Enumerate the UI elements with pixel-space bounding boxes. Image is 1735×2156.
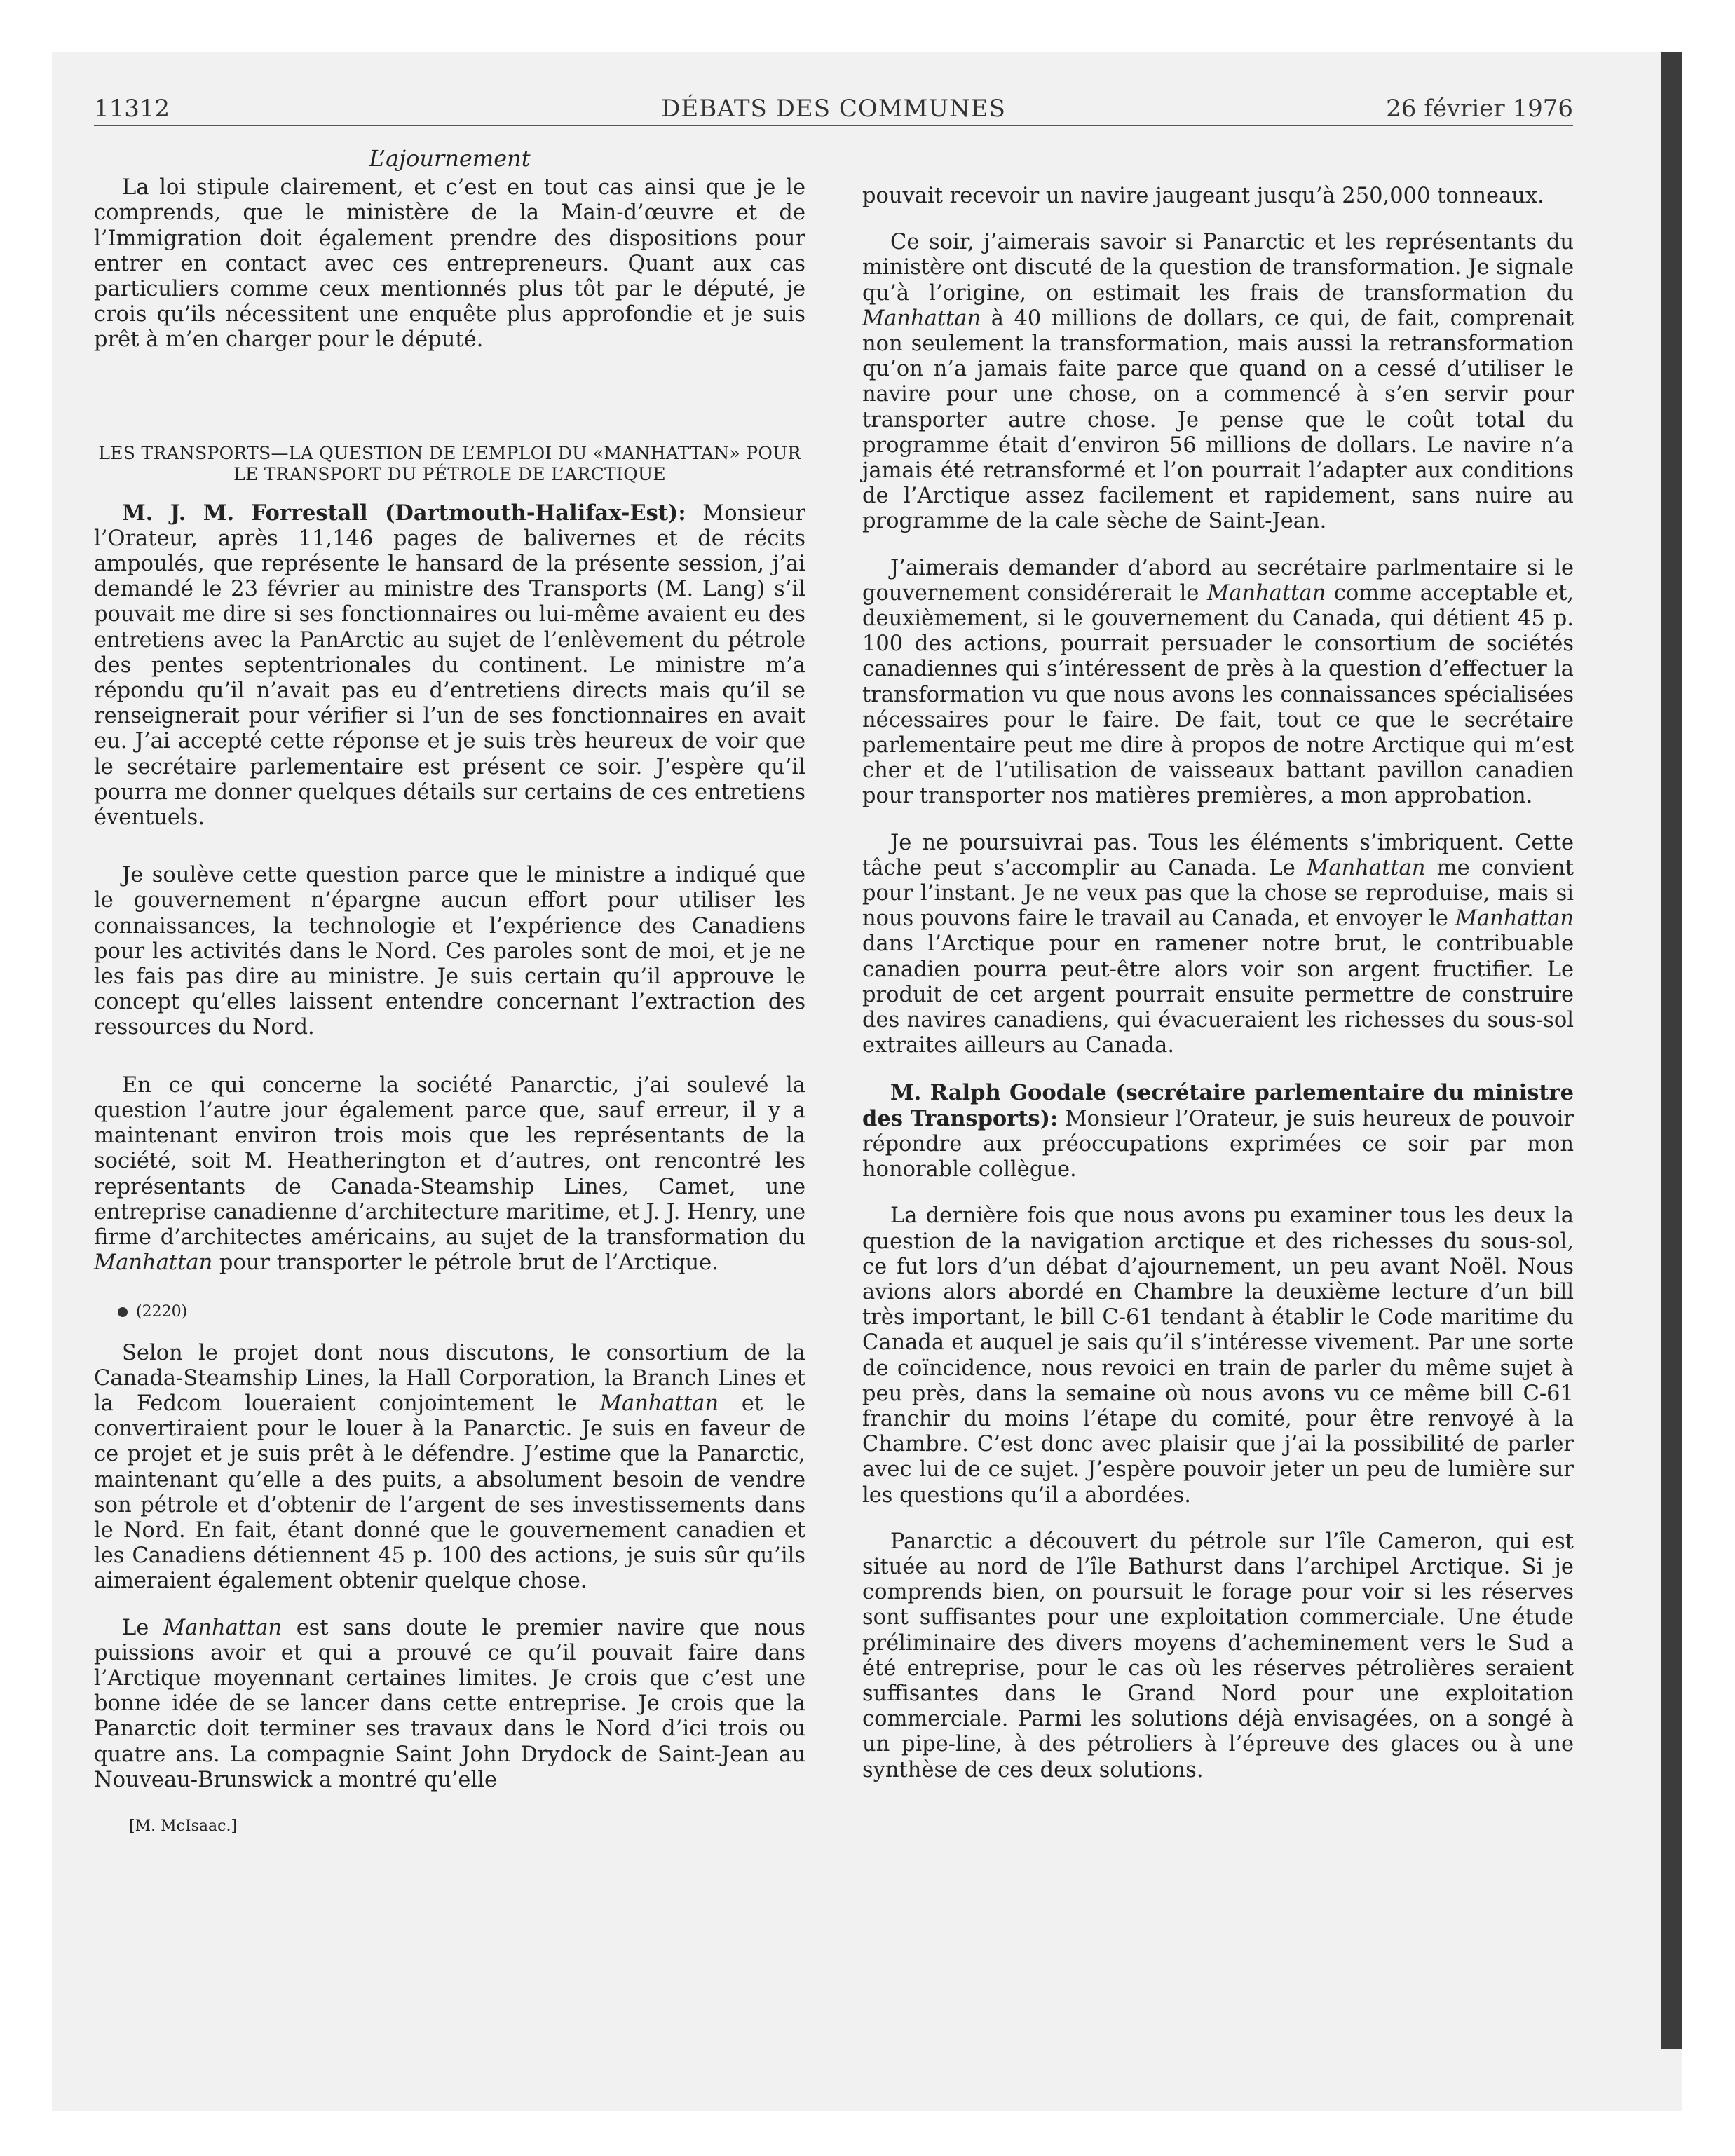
speech-text: Monsieur l’Orateur, après 11,146 pages de balivernes et de récits ampoulés, que représente le hansard de la présente session, j’ai demandé le 23 février au ministre des Transports (M. Lang) s’il pouvait me dire si ses fonctionnaires ou lui-même avaient eu des entretiens avec la PanArctic au sujet de l’enlèvement du pétrole des pentes septentrionales du continent. Le ministre m’a répondu qu’il n’avait pas eu d’entretiens directs mais qu’il se renseignerait pour vérifier si l’un de ses fonctionnaires en avait eu. J’ai accepté cette réponse et je suis très heureux de voir que le secrétaire parlementaire est présent ce soir. J’espère qu’il pourra me donner quelques détails sur certains de ces entretiens éventuels. xyxy=(94,500,805,831)
ship-name: Manhattan xyxy=(94,1250,213,1276)
text-run: Le xyxy=(122,1615,163,1640)
ship-name: Manhattan xyxy=(1206,580,1326,606)
text-run: comme acceptable et, deuxièmement, si le gouvernement du Canada, qui détient 45 p. 100 des actions, pourrait persuader le consortium de sociétés canadiennes qui s’intéressent de près à la question d’effectuer la transformation vu que nous avons les connaissances spécialisées nécessaires pour le faire. De fait, tout ce que le secrétaire parlementaire peut me dire à propos de notre Arctique qui m’est cher et de l’utilisation de vaisseaux battant pavillon canadien pour transporter nos matières premières, a mon approbation. xyxy=(862,580,1574,809)
paragraph xyxy=(862,831,1574,1059)
text-run: et le convertiraient pour le louer à la Panarctic. Je suis en faveur de ce projet et je suis prêt à le défendre. J’estime que la Panarctic, maintenant qu’elle a des puits, a absolument besoin de vendre son pétrole et d’obtenir de l’argent de ses investissements dans le Nord. En fait, étant donné que le gouvernement canadien et les Canadiens détiennent 45 p. 100 des actions, je suis sûr qu’ils aimeraient également obtenir quelque chose. xyxy=(94,1391,805,1594)
paragraph xyxy=(862,1080,1574,1183)
section-title: L’ajournement xyxy=(369,145,531,172)
time-marker xyxy=(118,1299,805,1325)
paragraph xyxy=(862,556,1574,810)
text-run: Selon le projet dont nous discutons, le consortium de la Canada-Steamship Lines, la Hall Corporation, la Branch Lines et la Fedcom loueraient conjointement le xyxy=(94,1340,805,1416)
text-run: me convient pour l’instant. Je ne veux pas que la chose se reproduise, mais si nous pouvons faire le travail au Canada, et envoyer le xyxy=(862,855,1574,932)
text-run: pour transporter le pétrole brut de l’Arctique. xyxy=(212,1250,719,1276)
speaker-name: M. Ralph Goodale (secrétaire parlementaire du ministre des Transports): xyxy=(862,1079,1574,1131)
ship-name: Manhattan xyxy=(163,1615,283,1640)
text-run: En ce qui concerne la société Panarctic, j’ai soulevé la question l’autre jour également parce que, sauf erreur, il y a maintenant environ trois mois que les représentants de la société, soit M. Heatherington et d’autres, ont rencontré les représentants de Canada-Steamship Lines, Camet, une entreprise canadienne d’architecture maritime, et J. J. Henry, une firme d’architectes américains, au sujet de la transformation du xyxy=(94,1072,805,1250)
paragraph: pouvait recevoir un navire jaugeant jusqu’à 250,000 tonneaux. xyxy=(862,184,1544,208)
page-header xyxy=(94,95,1573,123)
text-run: J’aimerais demander d’abord au secrétaire parlmentaire si le gouvernement considérerait le xyxy=(862,555,1574,606)
right-column xyxy=(862,184,1574,1804)
scan-edge-bar xyxy=(1661,52,1682,2049)
ship-name: Manhattan xyxy=(599,1391,719,1416)
speech-text: Monsieur l’Orateur, je suis heureux de pouvoir répondre aux préoccupations exprimées ce soir par mon honorable collègue. xyxy=(862,1106,1574,1182)
page-number: 11312 xyxy=(94,95,170,123)
bullet-dot xyxy=(118,1307,128,1317)
publication-title: DÉBATS DES COMMUNES xyxy=(661,95,1006,123)
text-run: Je ne poursuivrai pas. Tous les éléments s’imbriquent. Cette tâche peut s’accomplir au Canada. Le xyxy=(862,830,1574,880)
time-marker-label: (2220) xyxy=(136,1303,188,1321)
ship-name: Manhattan xyxy=(862,306,981,331)
paragraph: Je soulève cette question parce que le ministre a indiqué que le gouvernement n’épargne aucun effort pour utiliser les connaissances, la technologie et l’expérience des Canadiens pour les activités dans le Nord. Ces paroles sont de moi, et je ne les fais pas dire au ministre. Je suis certain qu’il approuve le concept qu’elles laissent entendre concernant l’extraction des ressources du Nord. xyxy=(94,863,805,1040)
paragraph xyxy=(94,1616,805,1793)
page-date: 26 février 1976 xyxy=(1386,95,1573,123)
paragraph xyxy=(94,1341,805,1595)
header-rule xyxy=(94,125,1573,126)
speaker-reference: [M. McIsaac.] xyxy=(129,1817,238,1835)
paragraph xyxy=(94,1073,805,1276)
text-run: Ce soir, j’aimerais savoir si Panarctic et les représentants du ministère ont discuté de la question de transformation. Je signale qu’à l’origine, on estimait les frais de transformation du xyxy=(862,230,1574,306)
text-run: à 40 millions de dollars, ce qui, de fait, comprenait non seulement la transformation, mais aussi la retransformation qu’on n’a jamais faite parce que quand on a cessé d’utiliser le navire pour une chose, on a commencé à s’en servir pour transporter autre chose. Je pense que le coût total du programme était d’environ 56 millions de dollars. Le navire n’a jamais été retransformé et l’on pourrait l’adapter aux conditions de l’Arctique assez facilement et rapidement, sans nuire au programme de la cale sèche de Saint-Jean. xyxy=(862,306,1574,534)
left-column xyxy=(94,146,805,1839)
paragraph: La loi stipule clairement, et c’est en tout cas ainsi que je le comprends, que le ministère de la Main-d’œuvre et de l’Immigration doit également prendre des dispositions pour entrer en contact avec ces entrepreneurs. Quant aux cas particuliers comme ceux mentionnés plus tôt par le député, je crois qu’ils nécessitent une enquête plus approfondie et je suis prêt à m’en charger pour le député. xyxy=(94,175,805,353)
debate-heading: LES TRANSPORTS—LA QUESTION DE L’EMPLOI DU «MANHATTAN» POUR LE TRANSPORT DU PÉTROLE DE L’ARCTIQUE xyxy=(98,442,801,484)
speaker-name: M. J. M. Forrestall (Dartmouth-Halifax-Est): xyxy=(122,500,686,526)
text-run: dans l’Arctique pour en ramener notre brut, le contribuable canadien pourra peut-être alors voir son argent fructifier. Le produit de cet argent pourrait ensuite permettre de construire des navires canadiens, qui évacueraient les richesses du sous-sol extraites ailleurs au Canada. xyxy=(862,932,1574,1058)
paragraph xyxy=(862,230,1574,534)
paragraph xyxy=(94,500,805,831)
ship-name: Manhattan xyxy=(1455,906,1574,932)
text-run: est sans doute le premier navire que nous puissions avoir et qui a prouvé ce qu’il pouvait faire dans l’Arctique moyennant certaines limites. Je crois que c’est une bonne idée de se lancer dans cette entreprise. Je crois que la Panarctic doit terminer ses travaux dans le Nord d’ici trois ou quatre ans. La compagnie Saint John Drydock de Saint-Jean au Nouveau-Brunswick a montré qu’elle xyxy=(94,1615,806,1792)
paragraph: Panarctic a découvert du pétrole sur l’île Cameron, qui est située au nord de l’île Bathurst dans l’archipel Arctique. Si je comprends bien, on poursuit le forage pour voir si les réserves sont suffisantes pour une exploitation commerciale. Une étude préliminaire des divers moyens d’acheminement vers le Sud a été entreprise, pour le cas où les réserves pétrolières seraient suffisantes dans le Grand Nord pour une exploitation commerciale. Parmi les solutions déjà envisagées, on a songé à un pipe-line, à des pétroliers à l’épreuve des glaces ou à une synthèse de ces deux solutions. xyxy=(862,1529,1574,1782)
ship-name: Manhattan xyxy=(1307,855,1426,880)
paragraph: La dernière fois que nous avons pu examiner tous les deux la question de la navigation arctique et des richesses du sous-sol, ce fut lors d’un débat d’ajournement, un peu avant Noël. Nous avions alors abordé en Chambre la deuxième lecture d’un bill très important, le bill C-61 tendant à établir le Code maritime du Canada et auquel je sais qu’il s’intéresse vivement. Par une sorte de coïncidence, nous revoici en train de parler du même sujet à peu près, dans la semaine où nous avons vu ce même bill C-61 franchir du moins l’étape du comité, pour être renvoyé à la Chambre. C’est donc avec plaisir que j’ai la possibilité de parler avec lui de ce sujet. J’espère pouvoir jeter un peu de lumière sur les questions qu’il a abordées. xyxy=(862,1203,1574,1508)
